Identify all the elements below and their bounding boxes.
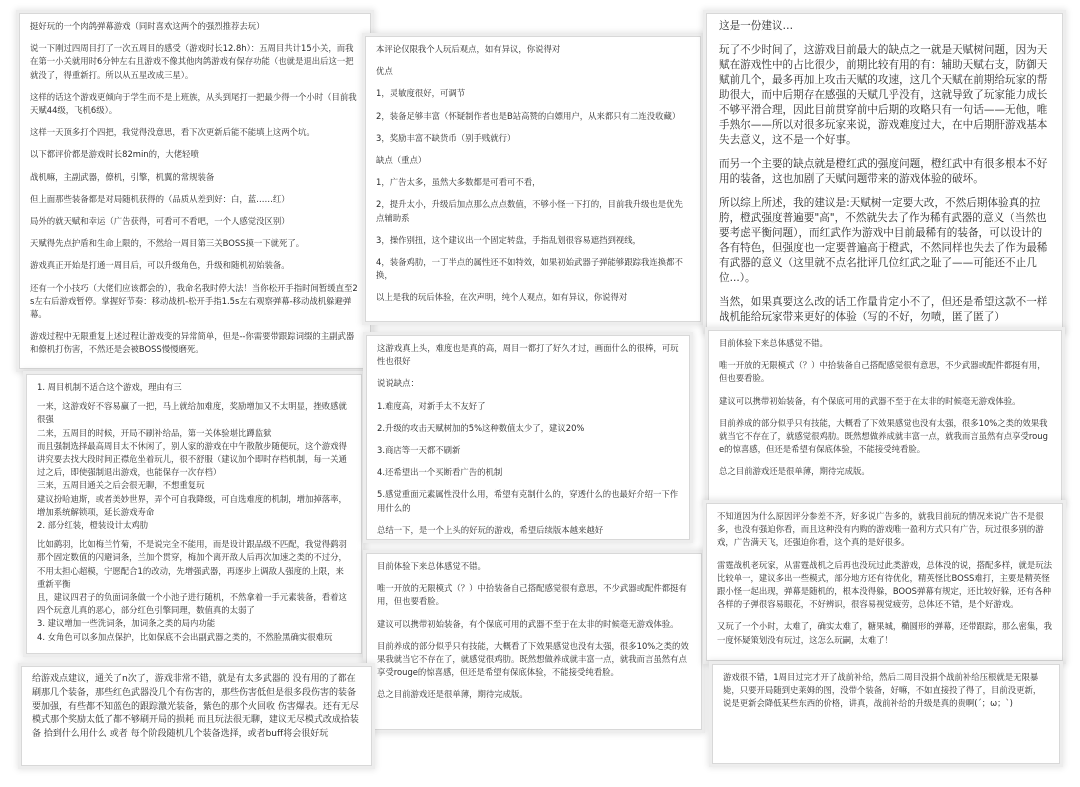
review-paragraph: 这游戏真上头，难度也是真的高，周目一都打了好久才过，画面什么的很棒，可玩性也很好 [377, 343, 679, 367]
review-paragraph: 缺点（重点） [376, 155, 427, 166]
review-paragraph: 又玩了一个小时，太难了，确实太难了，糖果城，椭圆形的弹幕，还带跟踪，那么密集，我一度怀疑策划没有玩过，这怎么玩嗣，太难了！ [717, 621, 1052, 645]
review-card-4 [26, 374, 362, 654]
review-paragraph: 4. 女角色可以多加点保护，比如保底不会出副武器之类的，不然脸黑确实很难玩 [37, 631, 333, 642]
review-paragraph: 2. 部分红装，橙装设计太鸡肋 [37, 520, 149, 531]
review-paragraph: 本评论仅限我个人玩后观点，如有异议，你说得对 [376, 44, 561, 54]
review-paragraph: 目前养成的部分似乎只有技能，大概看了下效果感觉也没有太强，很多10%之类的效果我就当它不存在了，就感觉很鸡肋。既然想做养成就丰富一点，就我而言虽然有点享受rouge的惊喜感，但还是希望有保底体验，不能接受纯看脸。 [719, 417, 1048, 455]
review-paragraph: 5.感觉重面元素属性没什么用，希望有克制什么的，穿透什么的也最好介绍一下作用什么的 [377, 489, 679, 513]
review-paragraph: 不知道因为什么原因评分参差不齐，好多说广告多的，就我目前玩的情况来说广告不是很多，也没有强迫你看，而且这种没有内购的游戏唯一盈利方式只有广告，玩过很多别的游戏，广告满天飞，还强迫你看，这个真的是好很多。 [717, 511, 1044, 548]
review-card-5 [366, 335, 690, 540]
review-paragraph: 优点 [376, 66, 393, 77]
review-paragraph: 建议可以携带初始装备，有个保底可用的武器不至于在太非的时候毫无游戏体验。 [377, 618, 679, 629]
review-paragraph: 建议可以携带初始装备，有个保底可用的武器不至于在太非的时候毫无游戏体验。 [719, 395, 1021, 406]
review-paragraph: 说一下刚过四周目打了一次五周目的感受（游戏时长12.8h）：五周目共计15小关，而我在第一小关就用时6分钟左右且游戏不像其他肉鸽游戏有保存功能（也就是退出后这一把就没了，得重新打。所以从五星改成三星）。 [30, 43, 354, 80]
review-paragraph: 唯一开放的无限模式（？）中拾装备自己搭配感觉很有意思，不少武器或配件都挺有用，但也要看脸。 [377, 583, 687, 607]
review-paragraph: 2，装备足够丰富（怀疑制作者也是B站高赞的白嫖用户，从来都只有二连没收藏） [376, 110, 681, 121]
review-paragraph: 3. 建议增加一些洗词条，加词条之类的局内功能 [37, 618, 216, 629]
review-paragraph: 局外的就天赋和幸运（广告获得，可看可不看吧，一个人感觉没区别） [30, 216, 290, 227]
review-paragraph: 1，广告太多，虽然大多数都是可看可不看， [376, 177, 541, 188]
review-paragraph: 目前体验下来总体感觉不错。 [719, 338, 828, 348]
review-paragraph: 一来，这游戏好不容易赢了一把，马上就给加难度，奖励增加又不太明显，挫败感就很强 [37, 401, 347, 425]
review-paragraph: 但上面那些装备都是对局随机获得的（品质从差到好：白，蓝……红） [30, 193, 290, 204]
review-paragraph: 总之目前游戏还是很单薄，期待完成版。 [719, 466, 870, 477]
review-paragraph: 1，灵敏度很好，可调节 [376, 88, 466, 99]
review-paragraph: 而另一个主要的缺点就是橙红武的强度问题，橙红武中有很多根本不好用的装备，这也加剧了天赋问题带来的游戏体验的破坏。 [719, 158, 1048, 185]
review-card-7 [366, 553, 702, 730]
review-paragraph: 唯一开放的无限模式（？）中拾装备自己搭配感觉很有意思，不少武器或配件都挺有用，但也要看脸。 [719, 360, 1046, 384]
review-paragraph: 4.还希望出一个买断看广告的机制 [377, 467, 503, 478]
review-paragraph: 战机嘛，主副武器，僚机，引擎，机翼的常规装备 [30, 171, 215, 182]
review-paragraph: 且，建议四君子的负面词条做一个小池子进行随机，不然拿着一手元素装备，看着这四个玩意儿真的恶心，部分红色引擎同理，数值真的太弱了 [37, 592, 347, 616]
review-paragraph: 还有一个小技巧（大佬们应该都会的），我命名我时停大法！当你松开手指时间暂缓直至2s左右后游戏暂停。掌握好节奏：移动战机-松开手指1.5s左右观察弹幕-移动战机躲避弹幕。 [30, 282, 358, 320]
review-paragraph: 而且强制选择最高周目太不休闲了，别人家的游戏在中午散散步随便玩，这个游戏得讲究要去找大段时间正襟危坐着玩儿，很不舒服（建议加个即时存档机制，每一关通过之后，即使强制退出游戏，也能保存一次存档） [37, 440, 347, 478]
review-paragraph: 这样的话这个游戏更倾向于学生而不是上班族，从头到尾打一把最少得一个小时（目前我天赋44级，飞机6级）。 [30, 91, 357, 116]
review-paragraph: 目前体验下来总体感觉不错。 [377, 561, 486, 571]
review-paragraph: 目前养成的部分似乎只有技能，大概看了下效果感觉也没有太强，很多10%之类的效果我就当它不存在了，就感觉很鸡肋。既然想做养成就丰富一点，就我而言虽然有点享受rouge的惊喜感，但还是希望有保底体验，不能接受纯看脸。 [377, 640, 689, 678]
review-paragraph: 游戏很不错，1周目过完才开了战前补给，然后二周目没捐个战前补给压根就是无限暴毙，只要开局随到史莱姆的图，没带个装备，好嘛，不如直接投了得了，目前没更新，说是更新会降低某些东西的价格，讲真，战前补给的升级是真的贵啊(´；ω；`) [723, 672, 1042, 709]
review-paragraph: 建议扮哈迪斯，或者美妙世界，弄个可自我降级，可自选难度的机制，增加掉落率，增加系统解锁项，延长游戏寿命 [37, 493, 347, 517]
review-paragraph: 游戏真正开始是打通一周目后，可以升级角色，升级和随机初始装备。 [30, 260, 290, 271]
review-card-9 [21, 666, 372, 766]
review-paragraph: 比如鹞羽，比如梅兰竹菊，不是说完全不能用，而是设计跟品级不匹配，我觉得鹞羽那个固定数值的闪避词条，兰加个贯穿，梅加个离开敌人后再次加速之类的不过分，不用太担心超模，宁愿配合1的改动，先增强武器，再逐步上调敌人强度的上限，来重新平衡 [37, 539, 347, 589]
review-paragraph: 玩了不少时间了，这游戏目前最大的缺点之一就是天赋树问题，因为天赋在游戏性中的占比很少，前期比较有用的有：辅助天赋右支，防御天赋前几个，最多再加上攻击天赋的攻速，这几个天赋在前期给玩家的帮助很大，而中后期存在感强的天赋几乎没有，这就导致了玩家能力成长不够平滑合理，因此目前贯穿前中后期的攻略只有一句话——无他，唯手熟尔——所以对很多玩家来说，游戏难度过大，在中后期肝游戏基本失去意义，这不是一个好事。 [719, 44, 1048, 146]
review-paragraph: 二来，五周目的时候，开局不刷补给品，第一关体验堪比蹲监狱 [37, 427, 272, 438]
review-paragraph: 给游戏点建议，通关了n次了，游戏非常不错，就是有太多武器的 没有用的了都在刷那几个装备，那些红色武器没几个有伤害的，那些伤害低但是很多段伤害的装备要加强，有些都不知蓝色的跟踪激光装备，紫色的那个火回收 伤害爆表。还有无尽模式那个奖励太低了都不够刷开局的损耗 而且玩法很无聊，建议无尽模式改成拾装备 拾到什么用什么 或者 每个阶段随机几个装备选择，或者buff将会很好玩 [32, 674, 359, 740]
review-paragraph: 以上是我的玩后体验，在次声明，纯个人观点，如有异议，你说得对 [376, 292, 628, 303]
review-paragraph: 1. 周目机制不适合这个游戏，理由有三 [37, 382, 182, 392]
review-paragraph: 这样一天顶多打个四把，我觉得没意思，看下次更新后能不能填上这两个坑。 [30, 127, 315, 138]
review-card-2 [365, 36, 701, 322]
review-paragraph: 游戏过程中无限重复上述过程让游戏变的异常简单，但是--你需要带跟踪词缀的主副武器和僚机打伤害，不然还是会被BOSS慢慢磨死。 [30, 331, 355, 355]
review-paragraph: 3，奖励丰富不缺货币（别手贱就行） [376, 132, 516, 143]
review-paragraph: 3，操作别扭，这个建议出一个固定转盘，手指乱划很容易遮挡到视线， [376, 234, 641, 245]
review-paragraph: 以下都评价都是游戏时长82min的，大佬轻喷 [30, 149, 199, 160]
review-paragraph: 说说缺点： [377, 378, 419, 389]
review-paragraph: 挺好玩的一个肉鸽弹幕游戏（同时喜欢这两个的强烈推荐去玩） [30, 21, 265, 31]
review-card-3 [706, 13, 1063, 331]
review-paragraph: 2，提升太小，升级后加点那么点点数值，不够小怪一下打的，目前我升级也是优先点辅助系 [376, 199, 683, 223]
review-paragraph: 所以综上所述，我的建议是:天赋树一定要大改，不然后期体验真的拉胯，橙武强度普遍要"高"，不然就失去了作为稀有武器的意义（当然也要考虑平衡问题），而红武作为游戏中目前最稀有的装备，可以设计的各有特色，但强度也一定要普遍高于橙武，不然同样也失去了作为最稀有武器的意义（这里就不点名批评几位红武之耻了——可能还不止几位...）。 [719, 197, 1048, 284]
review-paragraph: 2.升级的攻击天赋树加的5%这种数值太少了，建议20% [377, 422, 585, 433]
review-card-1 [19, 13, 371, 369]
review-card-8 [706, 503, 1063, 661]
review-paragraph: 当然，如果真要这么改的话工作量肯定小不了，但还是希望这款不一样战机能给玩家带来更好的体验（写的不好，勿喷，匿了匿了） [719, 296, 1048, 323]
review-paragraph: 3.商店等一天都不刷新 [377, 445, 461, 456]
review-card-10 [712, 664, 1060, 764]
review-card-6 [708, 330, 1062, 503]
review-paragraph: 这是一份建议… [719, 20, 794, 32]
review-paragraph: 三来，五周目通关之后会很无聊，不想重复玩 [37, 480, 205, 491]
review-paragraph: 总之目前游戏还是很单薄，期待完成版。 [377, 689, 528, 700]
review-paragraph: 天赋得先点护盾和生命上限的，不然给一周目第三关BOSS摸一下就死了。 [30, 238, 305, 249]
review-paragraph: 雷霆战机老玩家，从雷霆战机之后再也没玩过此类游戏，总体没的说，搭配多样，就是玩法比较单一，建议多出一些模式，部分地方还有待优化，精英怪比BOSS难打，主要是精英怪跟小怪一起出现，弹幕是随机的，根本没得躲，BOOS弹幕有规定，还比较好躲，还有各种各样的子弹很容易眼花，不好辨识，很容易视觉疲劳，总体还不错，是个好游戏。 [717, 559, 1052, 610]
review-paragraph: 总结一下，是一个上头的好玩的游戏，希望后续版本越来越好 [377, 524, 604, 535]
review-paragraph: 1.难度高，对新手太不友好了 [377, 400, 486, 411]
review-paragraph: 4，装备鸡肋，一丁半点的属性还不如特效，如果初始武器子弹能够跟踪我连换都不换， [376, 257, 683, 281]
